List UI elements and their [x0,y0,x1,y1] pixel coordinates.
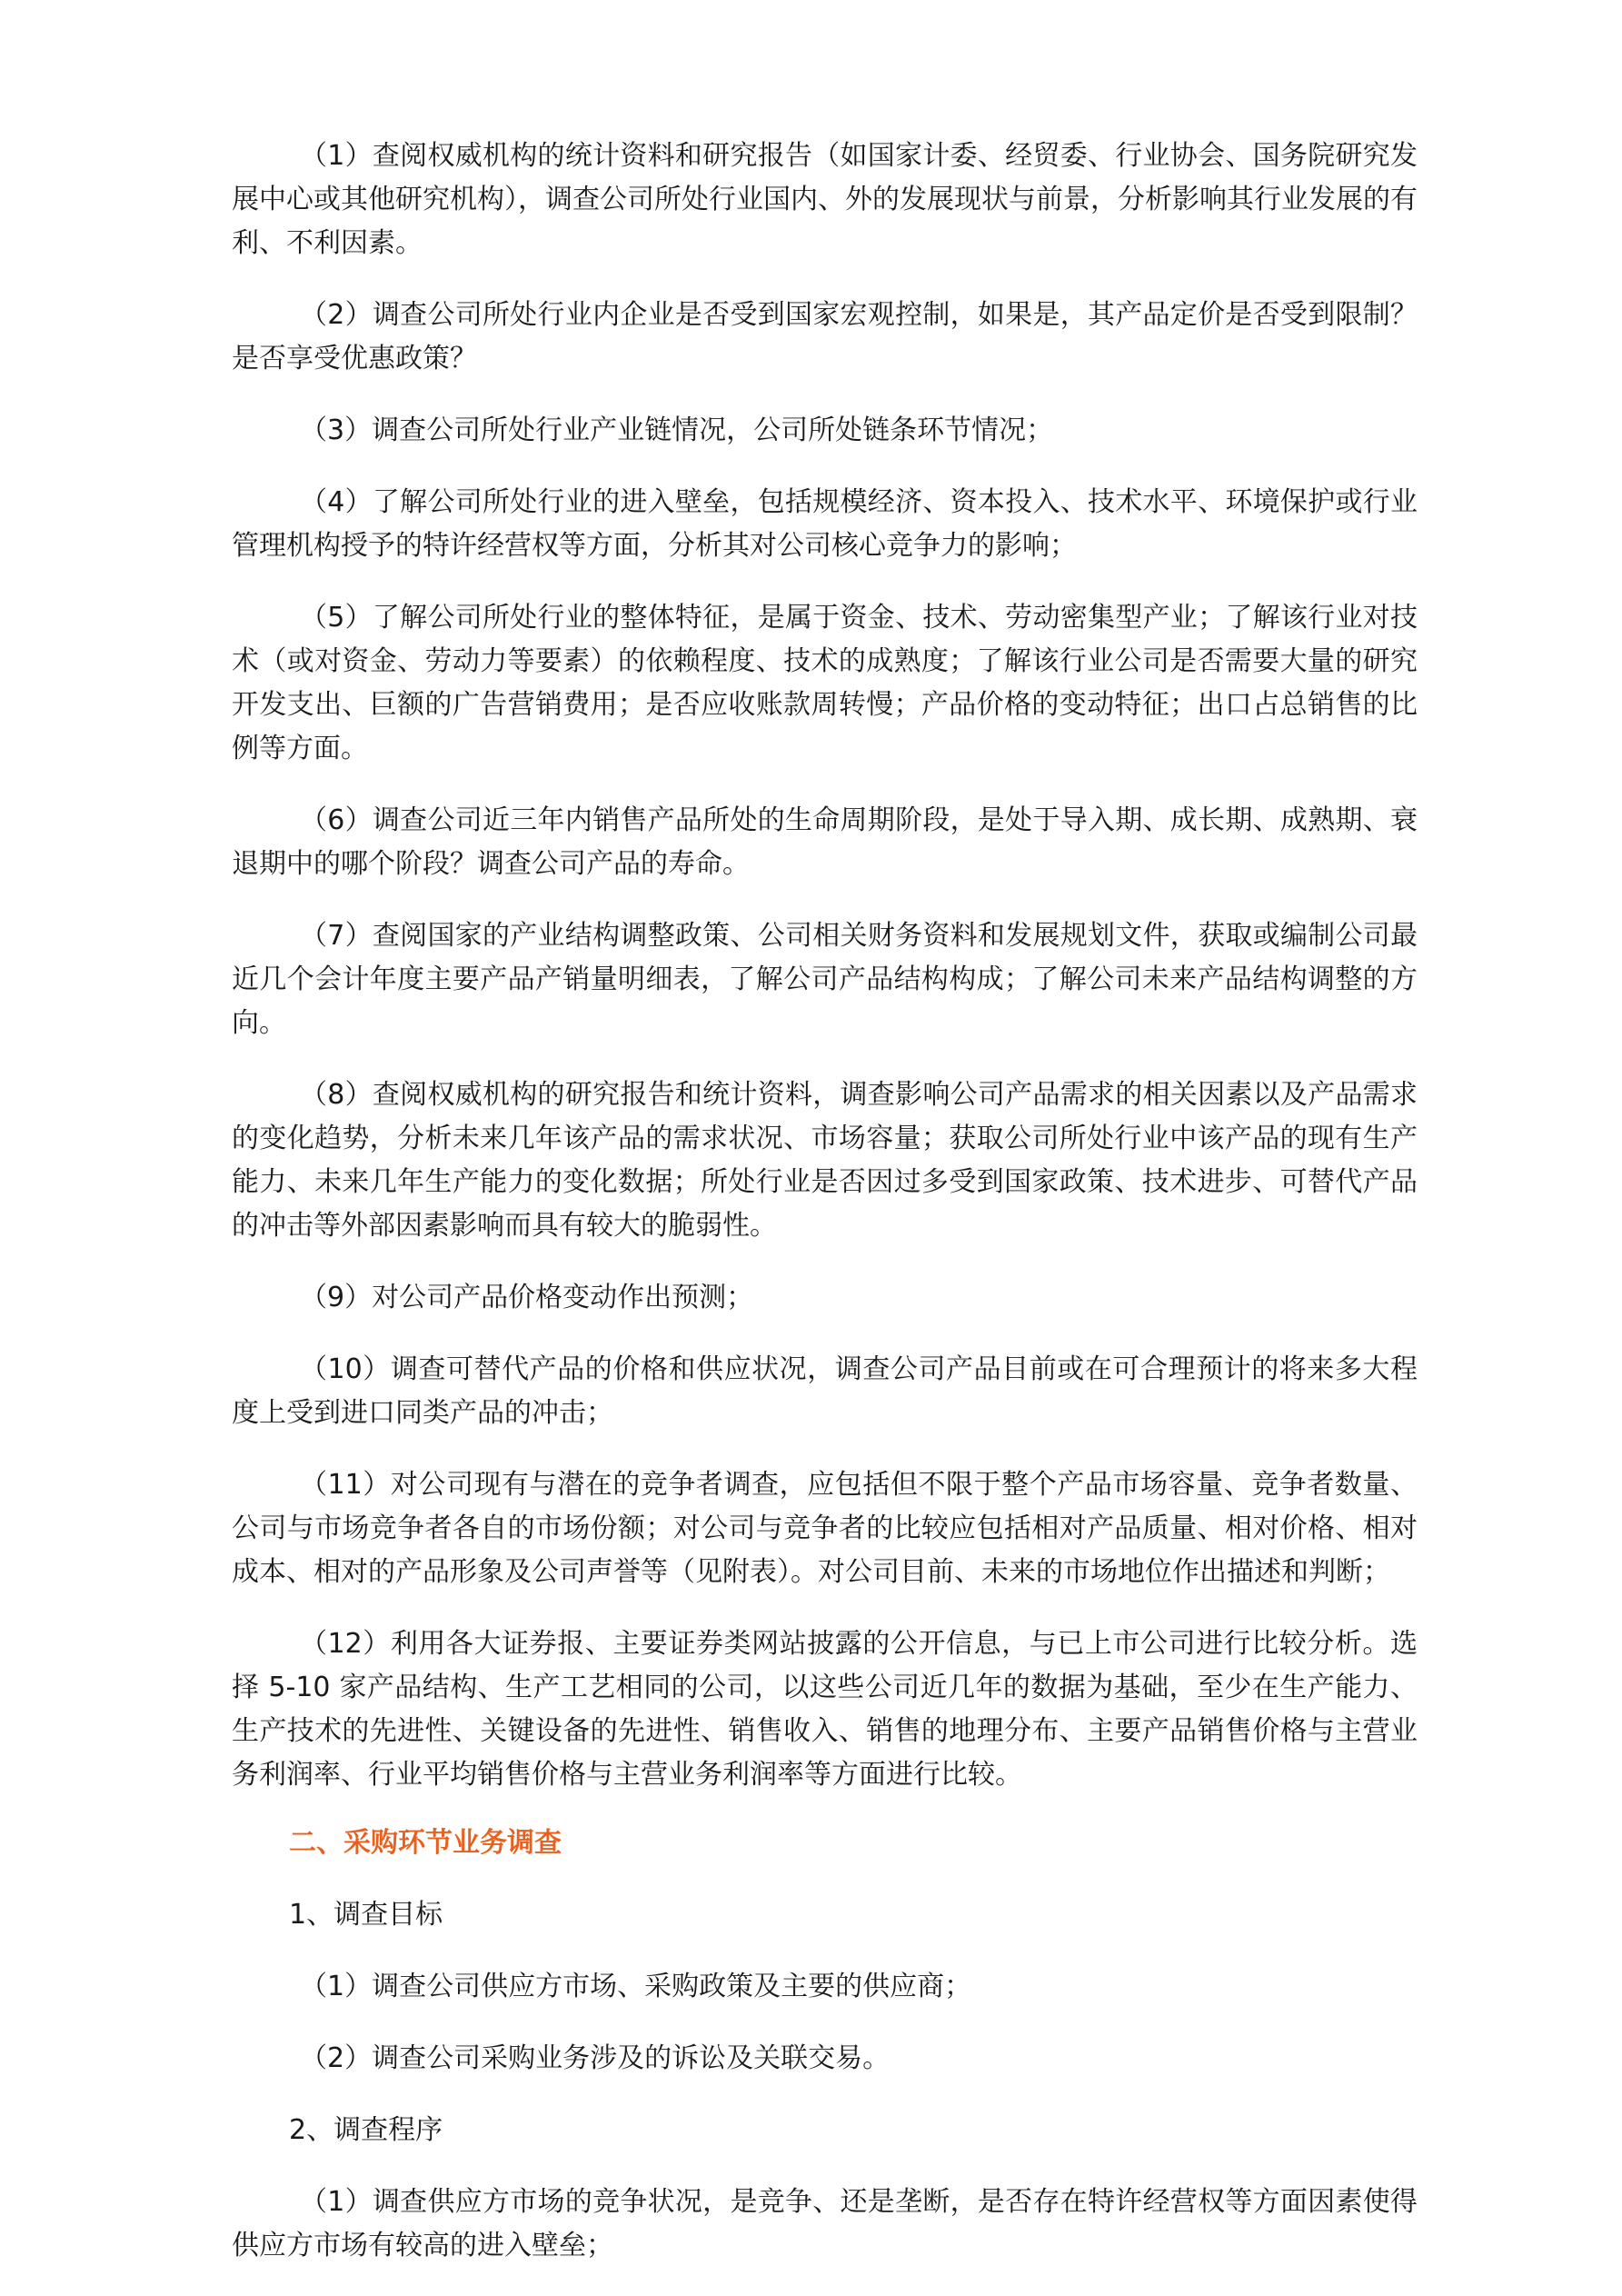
document-page [232,135,1418,2296]
paragraph-9: （9）对公司产品价格变动作出预测； [300,1282,754,1313]
paragraph-10: （10）调查可替代产品的价格和供应状况，调查公司产品目前或在可合理预计的将来多大程度上受到进口同类产品的冲击； [232,1353,1418,1429]
paragraph-3: （3）调查公司所处行业产业链情况，公司所处链条环节情况； [300,414,1054,446]
paragraph-1: （1）查阅权威机构的统计资料和研究报告（如国家计委、经贸委、行业协会、国务院研究发展中心或其他研究机构），调查公司所处行业国内、外的发展现状与前景，分析影响其行业发展的有利、不利因素。 [232,140,1418,259]
procedure-item-1: （1）调查供应方市场的竞争状况，是竞争、还是垄断，是否存在特许经营权等方面因素使得供应方市场有较高的进入壁垒； [232,2186,1418,2261]
paragraph-8: （8）查阅权威机构的研究报告和统计资料，调查影响公司产品需求的相关因素以及产品需求的变化趋势，分析未来几年该产品的需求状况、市场容量；获取公司所处行业中该产品的现有生产能力、未来几年生产能力的变化数据；所处行业是否因过多受到国家政策、技术进步、可替代产品的冲击等外部因素影响而具有较大的脆弱性。 [232,1079,1418,1242]
paragraph-12: （12）利用各大证券报、主要证券类网站披露的公开信息，与已上市公司进行比较分析。选择 5-10 家产品结构、生产工艺相同的公司，以这些公司近几年的数据为基础，至少在生产能力、生产技术的先进性、关键设备的先进性、销售收入、销售的地理分布、主要产品销售价格与主营业务利润率、行业平均销售价格与主营业务利润率等方面进行比较。 [232,1628,1418,1791]
procedure-title: 2、调查程序 [289,2114,443,2146]
section-heading-procurement: 二、采购环节业务调查 [289,1827,562,1859]
paragraph-11: （11）对公司现有与潜在的竞争者调查，应包括但不限于整个产品市场容量、竞争者数量、公司与市场竞争者各自的市场份额；对公司与竞争者的比较应包括相对产品质量、相对价格、相对成本、相对的产品形象及公司声誉等（见附表）。对公司目前、未来的市场地位作出描述和判断； [232,1469,1418,1588]
paragraph-5: （5）了解公司所处行业的整体特征，是属于资金、技术、劳动密集型产业；了解该行业对技术（或对资金、劳动力等要素）的依赖程度、技术的成熟度；了解该行业公司是否需要大量的研究开发支出、巨额的广告营销费用；是否应收账款周转慢；产品价格的变动特征；出口占总销售的比例等方面。 [232,602,1418,764]
paragraph-2: （2）调查公司所处行业内企业是否受到国家宏观控制，如果是，其产品定价是否受到限制？是否享受优惠政策？ [232,299,1418,374]
paragraph-4: （4）了解公司所处行业的进入壁垒，包括规模经济、资本投入、技术水平、环境保护或行业管理机构授予的特许经营权等方面，分析其对公司核心竞争力的影响； [232,486,1418,562]
goal-title: 1、调查目标 [289,1899,443,1931]
goal-item-1: （1）调查公司供应方市场、采购政策及主要的供应商； [300,1971,972,2002]
paragraph-7: （7）查阅国家的产业结构调整政策、公司相关财务资料和发展规划文件，获取或编制公司最近几个会计年度主要产品产销量明细表，了解公司产品结构构成；了解公司未来产品结构调整的方向。 [232,920,1418,1039]
paragraph-6: （6）调查公司近三年内销售产品所处的生命周期阶段，是处于导入期、成长期、成熟期、衰退期中的哪个阶段？调查公司产品的寿命。 [232,804,1418,880]
goal-item-2: （2）调查公司采购业务涉及的诉讼及关联交易。 [300,2042,891,2074]
